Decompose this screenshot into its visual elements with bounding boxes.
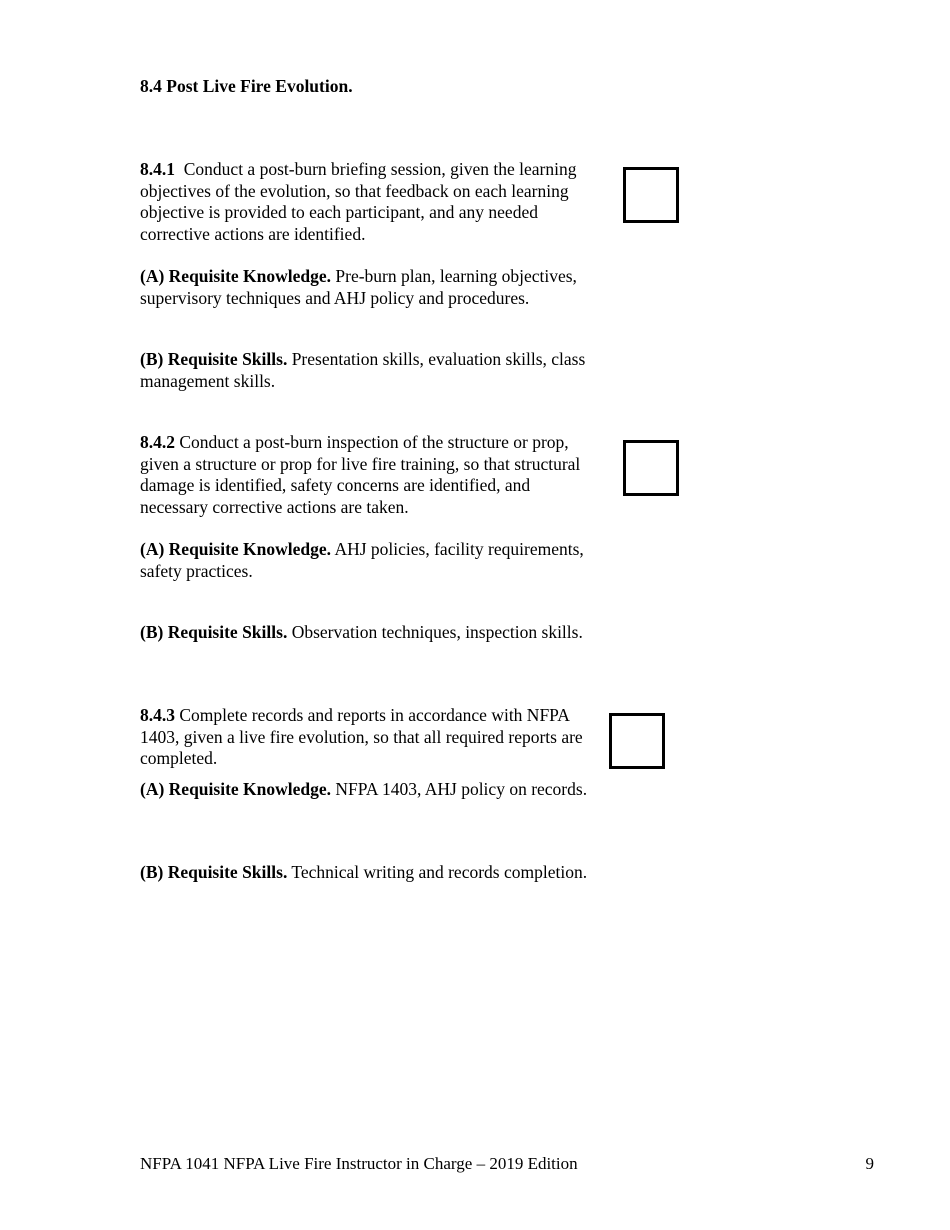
jpr-text: Conduct a post-burn briefing session, given the learning objectives of the evolution, so that feedback on each learning objective is provided to each participant, and any needed corrective actions are identified. — [140, 159, 577, 244]
requisite-knowledge-8-4-3 — [140, 779, 588, 801]
jpr-statement-8-4-1 — [140, 159, 588, 245]
skills-text: Presentation skills, evaluation skills, class management skills. — [140, 349, 586, 391]
requisite-skills-8-4-1 — [140, 349, 588, 392]
jpr-8-4-2-checkbox[interactable] — [623, 440, 679, 496]
jpr-text: Conduct a post-burn inspection of the structure or prop, given a structure or prop for live fire training, so that structural damage is identified, safety concerns are identified, and necessary corrective actions are taken. — [140, 432, 581, 517]
skills-label: (B) Requisite Skills. — [140, 349, 288, 369]
jpr-text: Complete records and reports in accordance with NFPA 1403, given a live fire evolution, so that all required reports are completed. — [140, 705, 583, 768]
page-number: 9 — [865, 1154, 874, 1173]
knowledge-label: (A) Requisite Knowledge. — [140, 779, 332, 799]
jpr-number: 8.4.1 — [140, 159, 175, 179]
jpr-number: 8.4.2 — [140, 432, 175, 452]
knowledge-text: Pre-burn plan, learning objectives, supervisory techniques and AHJ policy and procedures. — [140, 266, 577, 308]
skills-text: Observation techniques, inspection skills. — [291, 622, 583, 642]
knowledge-text: AHJ policies, facility requirements, safety practices. — [140, 539, 584, 581]
skills-label: (B) Requisite Skills. — [140, 862, 288, 882]
requisite-skills-8-4-3 — [140, 862, 588, 884]
jpr-8-4-1-checkbox[interactable] — [623, 167, 679, 223]
requisite-knowledge-8-4-2 — [140, 539, 588, 582]
requisite-skills-8-4-2 — [140, 622, 588, 644]
page-footer: NFPA 1041 NFPA Live Fire Instructor in Charge – 2019 Edition — [140, 1154, 578, 1173]
knowledge-text: NFPA 1403, AHJ policy on records. — [335, 779, 588, 799]
knowledge-label: (A) Requisite Knowledge. — [140, 539, 332, 559]
jpr-8-4-3-checkbox[interactable] — [609, 713, 665, 769]
jpr-number: 8.4.3 — [140, 705, 175, 725]
jpr-statement-8-4-2 — [140, 432, 588, 518]
section-heading: 8.4 Post Live Fire Evolution. — [140, 76, 353, 96]
jpr-statement-8-4-3 — [140, 705, 588, 770]
skills-label: (B) Requisite Skills. — [140, 622, 288, 642]
skills-text: Technical writing and records completion. — [291, 862, 588, 882]
knowledge-label: (A) Requisite Knowledge. — [140, 266, 332, 286]
requisite-knowledge-8-4-1 — [140, 266, 588, 309]
